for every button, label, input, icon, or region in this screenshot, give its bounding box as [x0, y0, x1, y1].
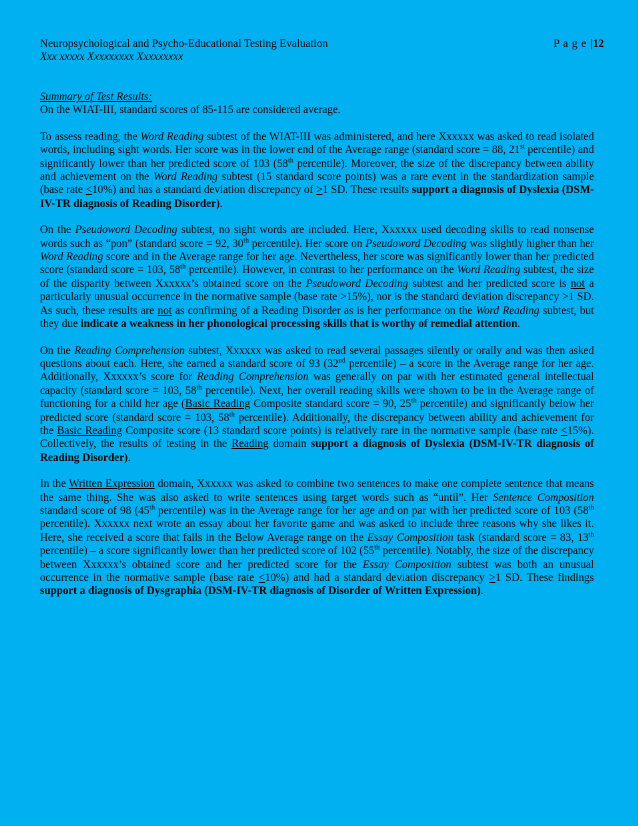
text-run: support a diagnosis of Dyslexia (DSM-IV-TR diagnosis of Reading Disorder)	[40, 438, 594, 464]
text-run: subtest, no sight words are included. Here, Xxxxxx used decoding skills to read nonsense words such as “pon” (standard score = 92, 30	[40, 224, 594, 250]
text-run: subtest, but they due	[40, 304, 594, 331]
text-run: percentile) and significantly lower than her predicted score of 103 (58	[40, 144, 594, 170]
page-header	[40, 38, 604, 64]
text-run: 1 SD. These findings	[495, 572, 594, 584]
text-run: subtest of the WIAT-III was administered, and here Xxxxxx was asked to read isolated words, including sight words. Her score was in the lower end of the Average range (standard score = 88, 21	[40, 130, 594, 157]
text-run: th	[588, 530, 594, 539]
text-run: Sentence Composition	[492, 491, 594, 504]
text-run: Pseudoword Decoding	[75, 224, 178, 237]
text-run: Word Reading	[140, 130, 204, 143]
text-run: Essay Composition	[362, 558, 452, 571]
text-run: percentile) was in the Average range for her age and on par with her predicted score of 103 (58	[154, 504, 589, 517]
text-run: th	[149, 503, 155, 512]
text-run: 10%) and had a standard deviation discrepancy	[264, 572, 490, 584]
text-run: 15%). Collectively, the results of testing in the	[40, 424, 594, 451]
text-run: <	[85, 184, 93, 197]
text-run: percentile). Xxxxxx next wrote an essay about her favorite game and was asked to include three reasons why she likes it. Here, she received a score that falls in the Below Average range on the	[40, 518, 594, 544]
text-run: subtest and her predicted score is	[408, 277, 571, 290]
text-run: Word Reading	[475, 304, 540, 317]
text-run: Word Reading	[40, 251, 104, 264]
text-run: task (standard score = 83, 13	[453, 531, 589, 544]
text-run: th	[588, 503, 594, 512]
paragraph-pseudoword-decoding	[40, 224, 594, 331]
text-run: was generally on par with her estimated general intellectual capacity (standard score = 103, 58	[40, 371, 594, 397]
text-run: Word Reading	[153, 171, 218, 184]
text-run: 1 SD. These results	[322, 184, 412, 197]
text-run: percentile). Notably, the size of the discrepancy between Xxxxxx’s obtained score and her predicted score for the	[40, 545, 594, 571]
page-label: P a g e |	[553, 38, 593, 50]
text-run: Reading Comprehension	[74, 344, 185, 357]
text-run: th	[411, 396, 417, 405]
paragraph-reading-comprehension	[40, 345, 594, 466]
text-run: In the	[40, 478, 69, 491]
text-run: domain	[268, 438, 311, 451]
text-run: as confirming of a Reading Disorder as is her performance on the	[171, 304, 476, 317]
text-run: percentile). However, in contrast to her performance on the	[185, 264, 458, 277]
text-run: indicate a weakness in her phonological processing skills that is worthy of remedial attention	[80, 318, 518, 331]
text-run: subtest was both an unusual occurrence in the normative sample (base rate	[40, 558, 594, 584]
text-run: not	[570, 277, 585, 290]
text-run: To assess reading, the	[40, 130, 141, 143]
text-run: th	[180, 262, 186, 271]
paragraph-written-expression	[40, 478, 594, 599]
text-run: th	[288, 155, 294, 164]
text-run: standard score of 98 (45	[40, 504, 150, 517]
text-run: percentile). Moreover, the size of the discrepancy between ability and achievement on the	[40, 157, 594, 184]
text-run: Pseudoword Decoding	[365, 237, 467, 250]
text-run: .	[517, 318, 521, 331]
header-title: Neuropsychological and Psycho-Educational Testing Evaluation	[40, 38, 328, 50]
text-run: support a diagnosis of Dyslexia (DSM-IV-TR diagnosis of Reading Disorder)	[40, 184, 595, 210]
text-run: st	[519, 142, 525, 151]
text-run: percentile). Her score on	[248, 237, 366, 250]
text-run: not	[157, 304, 172, 317]
page-number	[554, 38, 604, 51]
document-body	[40, 91, 594, 599]
text-run: Word Reading	[457, 264, 521, 277]
text-run: domain, Xxxxxx was asked to combine two sentences to make one complete sentence that means the same thing. She was also asked to write sentences using target words such as “until”. Her	[40, 478, 594, 504]
text-run: nd	[338, 356, 346, 365]
text-run: percentile) – a score significantly lower than her predicted score of 102 (55	[40, 545, 375, 558]
text-run: On the	[40, 344, 75, 357]
summary-intro: On the WIAT-III, standard scores of 85-115 are considered average.	[40, 104, 341, 117]
text-run: th	[243, 235, 249, 244]
text-run: score and in the Average range for her age. Nevertheless, her score was significantly lower than her predicted score (standard score = 103, 58	[40, 251, 594, 277]
text-run: a particularly unusual occurrence in the normative sample (base rate >15%), nor is the standard deviation discrepancy >1 SD. As such, these results are	[40, 277, 595, 317]
text-run: .	[219, 197, 223, 210]
text-run: Reading Comprehension	[196, 371, 309, 384]
text-run: support a diagnosis of Dysgraphia (DSM-IV-TR diagnosis of Disorder of Written Expression)	[40, 585, 481, 598]
text-run: .	[127, 451, 131, 464]
text-run: subtest (15 standard score points) was a rare event in the standardization sample (base rate	[40, 171, 595, 197]
text-run: percentile). Next, her overall reading skills were shown to be in the Average range of functioning for a child her age (	[40, 384, 594, 411]
text-run: Composite standard score = 90, 25	[250, 398, 412, 411]
page-number-value: 12	[592, 38, 604, 50]
text-run: .	[480, 585, 484, 598]
text-run: percentile). Additionally, the discrepancy between ability and achievement for the	[40, 411, 594, 437]
text-run: 10%) and has a standard deviation discrepancy of	[92, 184, 317, 197]
text-run: th	[196, 383, 202, 392]
text-run: th	[229, 409, 235, 418]
text-run: Essay Composition	[367, 531, 454, 544]
text-run: >	[489, 572, 496, 584]
text-run: <	[258, 572, 265, 584]
header-subtitle: Xxx xxxxx Xxxxxxxxx Xxxxxxxxx	[40, 51, 184, 63]
text-run: Composite score (13 standard score points) is relatively rare in the normative sample (base rate	[122, 424, 561, 437]
text-run: percentile) and significantly below her predicted score (standard score = 103, 58	[40, 398, 594, 424]
text-run: was slightly higher than her	[466, 237, 595, 250]
text-run: subtest, Xxxxxx was asked to read several passages silently or orally and was then asked questions about each. Here, she earned a standard score of 93 (32	[40, 344, 594, 370]
text-run: subtest, the size of the disparity between Xxxxxx’s obtained score on the	[40, 264, 594, 290]
text-run: Pseudoword Decoding	[305, 277, 409, 290]
paragraph-word-reading	[40, 131, 594, 211]
text-run: th	[374, 543, 380, 552]
text-run: Reading	[231, 438, 269, 451]
text-run: Written Expression	[68, 478, 155, 491]
text-run: On the	[40, 224, 76, 237]
text-run: Basic Reading	[185, 398, 251, 411]
summary-title: Summary of Test Results:	[40, 91, 153, 103]
text-run: Basic Reading	[57, 424, 123, 437]
text-run: >	[316, 184, 323, 197]
text-run: <	[560, 424, 568, 437]
text-run: percentile) – a score in the Average range for her age. Additionally, Xxxxxx’s score for	[40, 357, 594, 384]
